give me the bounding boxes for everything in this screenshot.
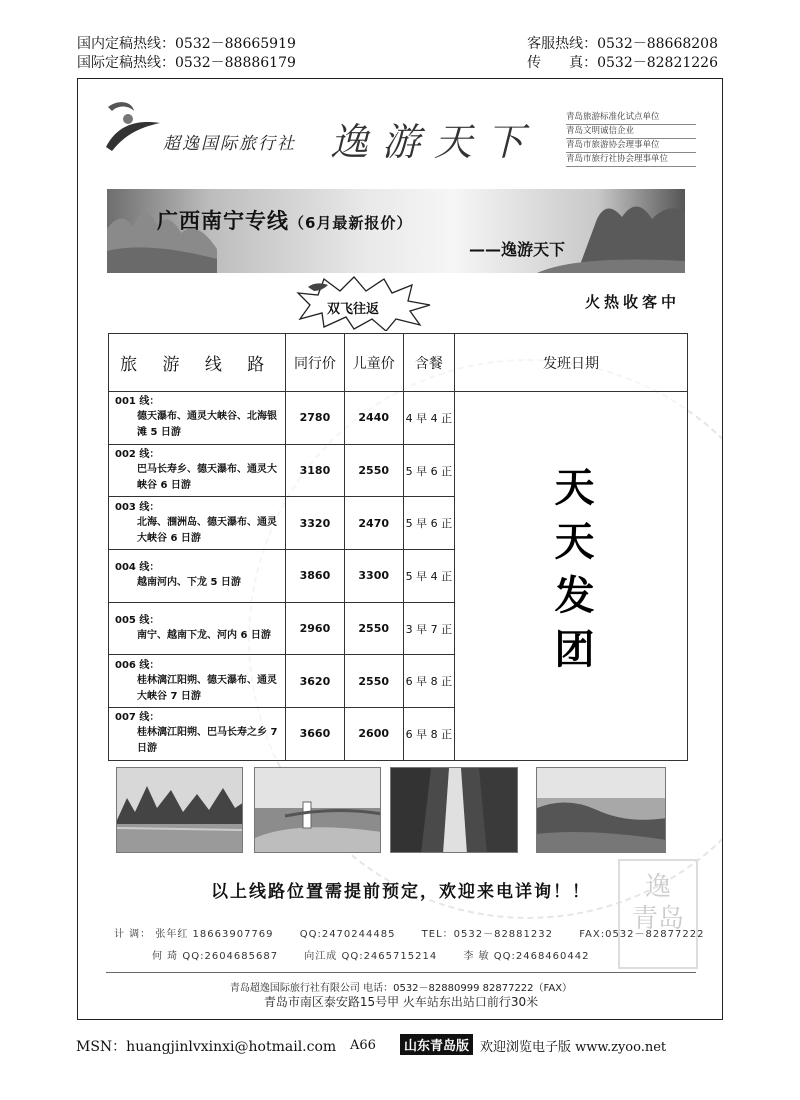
- banner-title-main: 广西南宁专线: [157, 209, 289, 233]
- peer-price-cell: 3620: [286, 655, 344, 708]
- route-description: 桂林漓江阳朔、德天瀑布、通灵大峡谷 7 日游: [137, 674, 277, 702]
- child-price-cell: 3300: [344, 550, 403, 603]
- meals-cell: 5 早 6 正: [403, 444, 454, 497]
- child-price-cell: 2600: [344, 708, 403, 761]
- route-code: 007 线：: [115, 712, 160, 724]
- meals-cell: 5 早 6 正: [403, 497, 454, 550]
- header-hotlines-right: [527, 35, 718, 73]
- slogan: 逸游天下: [330, 120, 539, 164]
- route-description: 巴马长寿乡、德天瀑布、通灵大峡谷 6 日游: [137, 464, 277, 492]
- route-description: 北海、涠洲岛、德天瀑布、通灵大峡谷 6 日游: [137, 516, 277, 544]
- round-trip-flight-label: 双飞往返: [327, 302, 380, 317]
- edition-brand-box: 山东青岛版: [400, 1034, 473, 1055]
- peer-price-cell: 2960: [286, 602, 344, 655]
- contact-item: 李 敏 QQ:2468460442: [463, 951, 590, 962]
- certification-item: 青岛市旅游协会理事单位: [566, 139, 696, 153]
- hot-booking-label: 火热收客中: [585, 293, 681, 311]
- route-cell: [109, 550, 286, 603]
- child-price-cell: 2440: [344, 392, 403, 445]
- company-logo-text: 超逸国际旅行社: [163, 134, 296, 154]
- certification-item: 青岛旅游标准化试点单位: [566, 111, 696, 125]
- route-description: 越南河内、下龙 5 日游: [137, 577, 241, 589]
- child-price-cell: 2550: [344, 602, 403, 655]
- route-cell: [109, 497, 286, 550]
- booking-notice: 以上线路位置需提前预定，欢迎来电详询！！: [211, 882, 591, 902]
- peer-price-cell: 3180: [286, 444, 344, 497]
- banner-title: [157, 205, 412, 235]
- meals-cell: 3 早 7 正: [403, 602, 454, 655]
- route-price-table: [108, 333, 688, 761]
- contact-item: 向江成 QQ:2465715214: [304, 951, 438, 962]
- route-description: 南宁、越南下龙、河内 6 日游: [137, 630, 271, 642]
- contact-item: 何 琦 QQ:2604685687: [152, 951, 279, 962]
- contact-row: [114, 924, 704, 946]
- msn-contact: MSN：huangjinlvxinxi@hotmail.com: [76, 1039, 337, 1055]
- page-number: A66: [350, 1038, 376, 1053]
- peer-price-cell: 3660: [286, 708, 344, 761]
- meals-cell: 4 早 4 正: [403, 392, 454, 445]
- lijiang-river-photo: [116, 767, 243, 853]
- contact-row: [114, 946, 704, 968]
- peer-price-cell: 2780: [286, 392, 344, 445]
- service-hotline: 客服热线：0532－88668208: [527, 36, 718, 52]
- route-code: 004 线：: [115, 562, 160, 574]
- route-code: 006 线：: [115, 659, 160, 671]
- table-header-row: [109, 334, 688, 392]
- beach-lighthouse-photo: [254, 767, 381, 853]
- child-price-cell: 2550: [344, 655, 403, 708]
- route-code: 002 线：: [115, 449, 160, 461]
- certification-item: 青岛市旅行社协会理事单位: [566, 153, 696, 167]
- route-cell: [109, 392, 286, 445]
- company-address-line: 青岛市南区泰安路15号甲 火车站东出站口前行30米: [263, 995, 539, 1009]
- daily-departure-text: 天天发团: [547, 466, 594, 683]
- flyer-frame: [77, 78, 723, 1020]
- contact-item: 计 调： 张年红 18663907769: [114, 929, 274, 940]
- header-peer-price: 同行价: [286, 334, 344, 392]
- peer-price-cell: 3320: [286, 497, 344, 550]
- calligraphy-seal-watermark: 逸 青岛: [618, 859, 698, 969]
- contact-item: TEL：0532－82881232: [421, 929, 553, 940]
- banner-title-suffix: （6月最新报价）: [289, 214, 413, 232]
- fax-number: 传 真：0532－82821226: [527, 55, 718, 71]
- meals-cell: 6 早 8 正: [403, 655, 454, 708]
- footer-divider: [106, 972, 696, 973]
- domestic-hotline: 国内定稿热线：0532－88665919: [77, 36, 296, 52]
- company-logo-icon: [98, 97, 168, 157]
- child-price-cell: 2470: [344, 497, 403, 550]
- meals-cell: 5 早 4 正: [403, 550, 454, 603]
- route-cell: [109, 655, 286, 708]
- route-code: 001 线：: [115, 396, 160, 408]
- route-cell: [109, 444, 286, 497]
- header-child-price: 儿童价: [344, 334, 403, 392]
- meals-cell: 6 早 8 正: [403, 708, 454, 761]
- certification-item: 青岛文明诚信企业: [566, 125, 696, 139]
- certification-list: [566, 111, 696, 167]
- company-contact-line: 青岛超逸国际旅行社有限公司 电话：0532－82880999 82877222（FAX）: [229, 983, 573, 994]
- peer-price-cell: 3860: [286, 550, 344, 603]
- child-price-cell: 2550: [344, 444, 403, 497]
- website-link[interactable]: 欢迎浏览电子版 www.zyoo.net: [480, 1040, 667, 1055]
- intl-hotline: 国际定稿热线：0532－88886179: [77, 55, 296, 71]
- waterfall-photo: [390, 767, 518, 853]
- guangxi-banner: [107, 189, 685, 273]
- contact-item: FAX:0532－82877222: [579, 929, 705, 940]
- header-meals: 含餐: [403, 334, 454, 392]
- route-code: 005 线：: [115, 615, 160, 627]
- departure-cell: [454, 392, 687, 761]
- rocky-coast-photo: [536, 767, 666, 853]
- route-description: 德天瀑布、通灵大峡谷、北海银滩 5 日游: [137, 411, 277, 439]
- contact-list: [114, 924, 704, 968]
- header-departure: 发班日期: [454, 334, 687, 392]
- banner-subtitle: ——逸游天下: [469, 240, 566, 259]
- header-route: 旅 游 线 路: [109, 334, 286, 392]
- route-code: 003 线：: [115, 501, 160, 513]
- route-cell: [109, 602, 286, 655]
- table-row: [109, 392, 688, 445]
- header-hotlines-left: [77, 35, 296, 73]
- route-description: 桂林漓江阳朔、巴马长寿之乡 7 日游: [137, 727, 278, 755]
- contact-item: QQ:2470244485: [299, 929, 396, 940]
- route-cell: [109, 708, 286, 761]
